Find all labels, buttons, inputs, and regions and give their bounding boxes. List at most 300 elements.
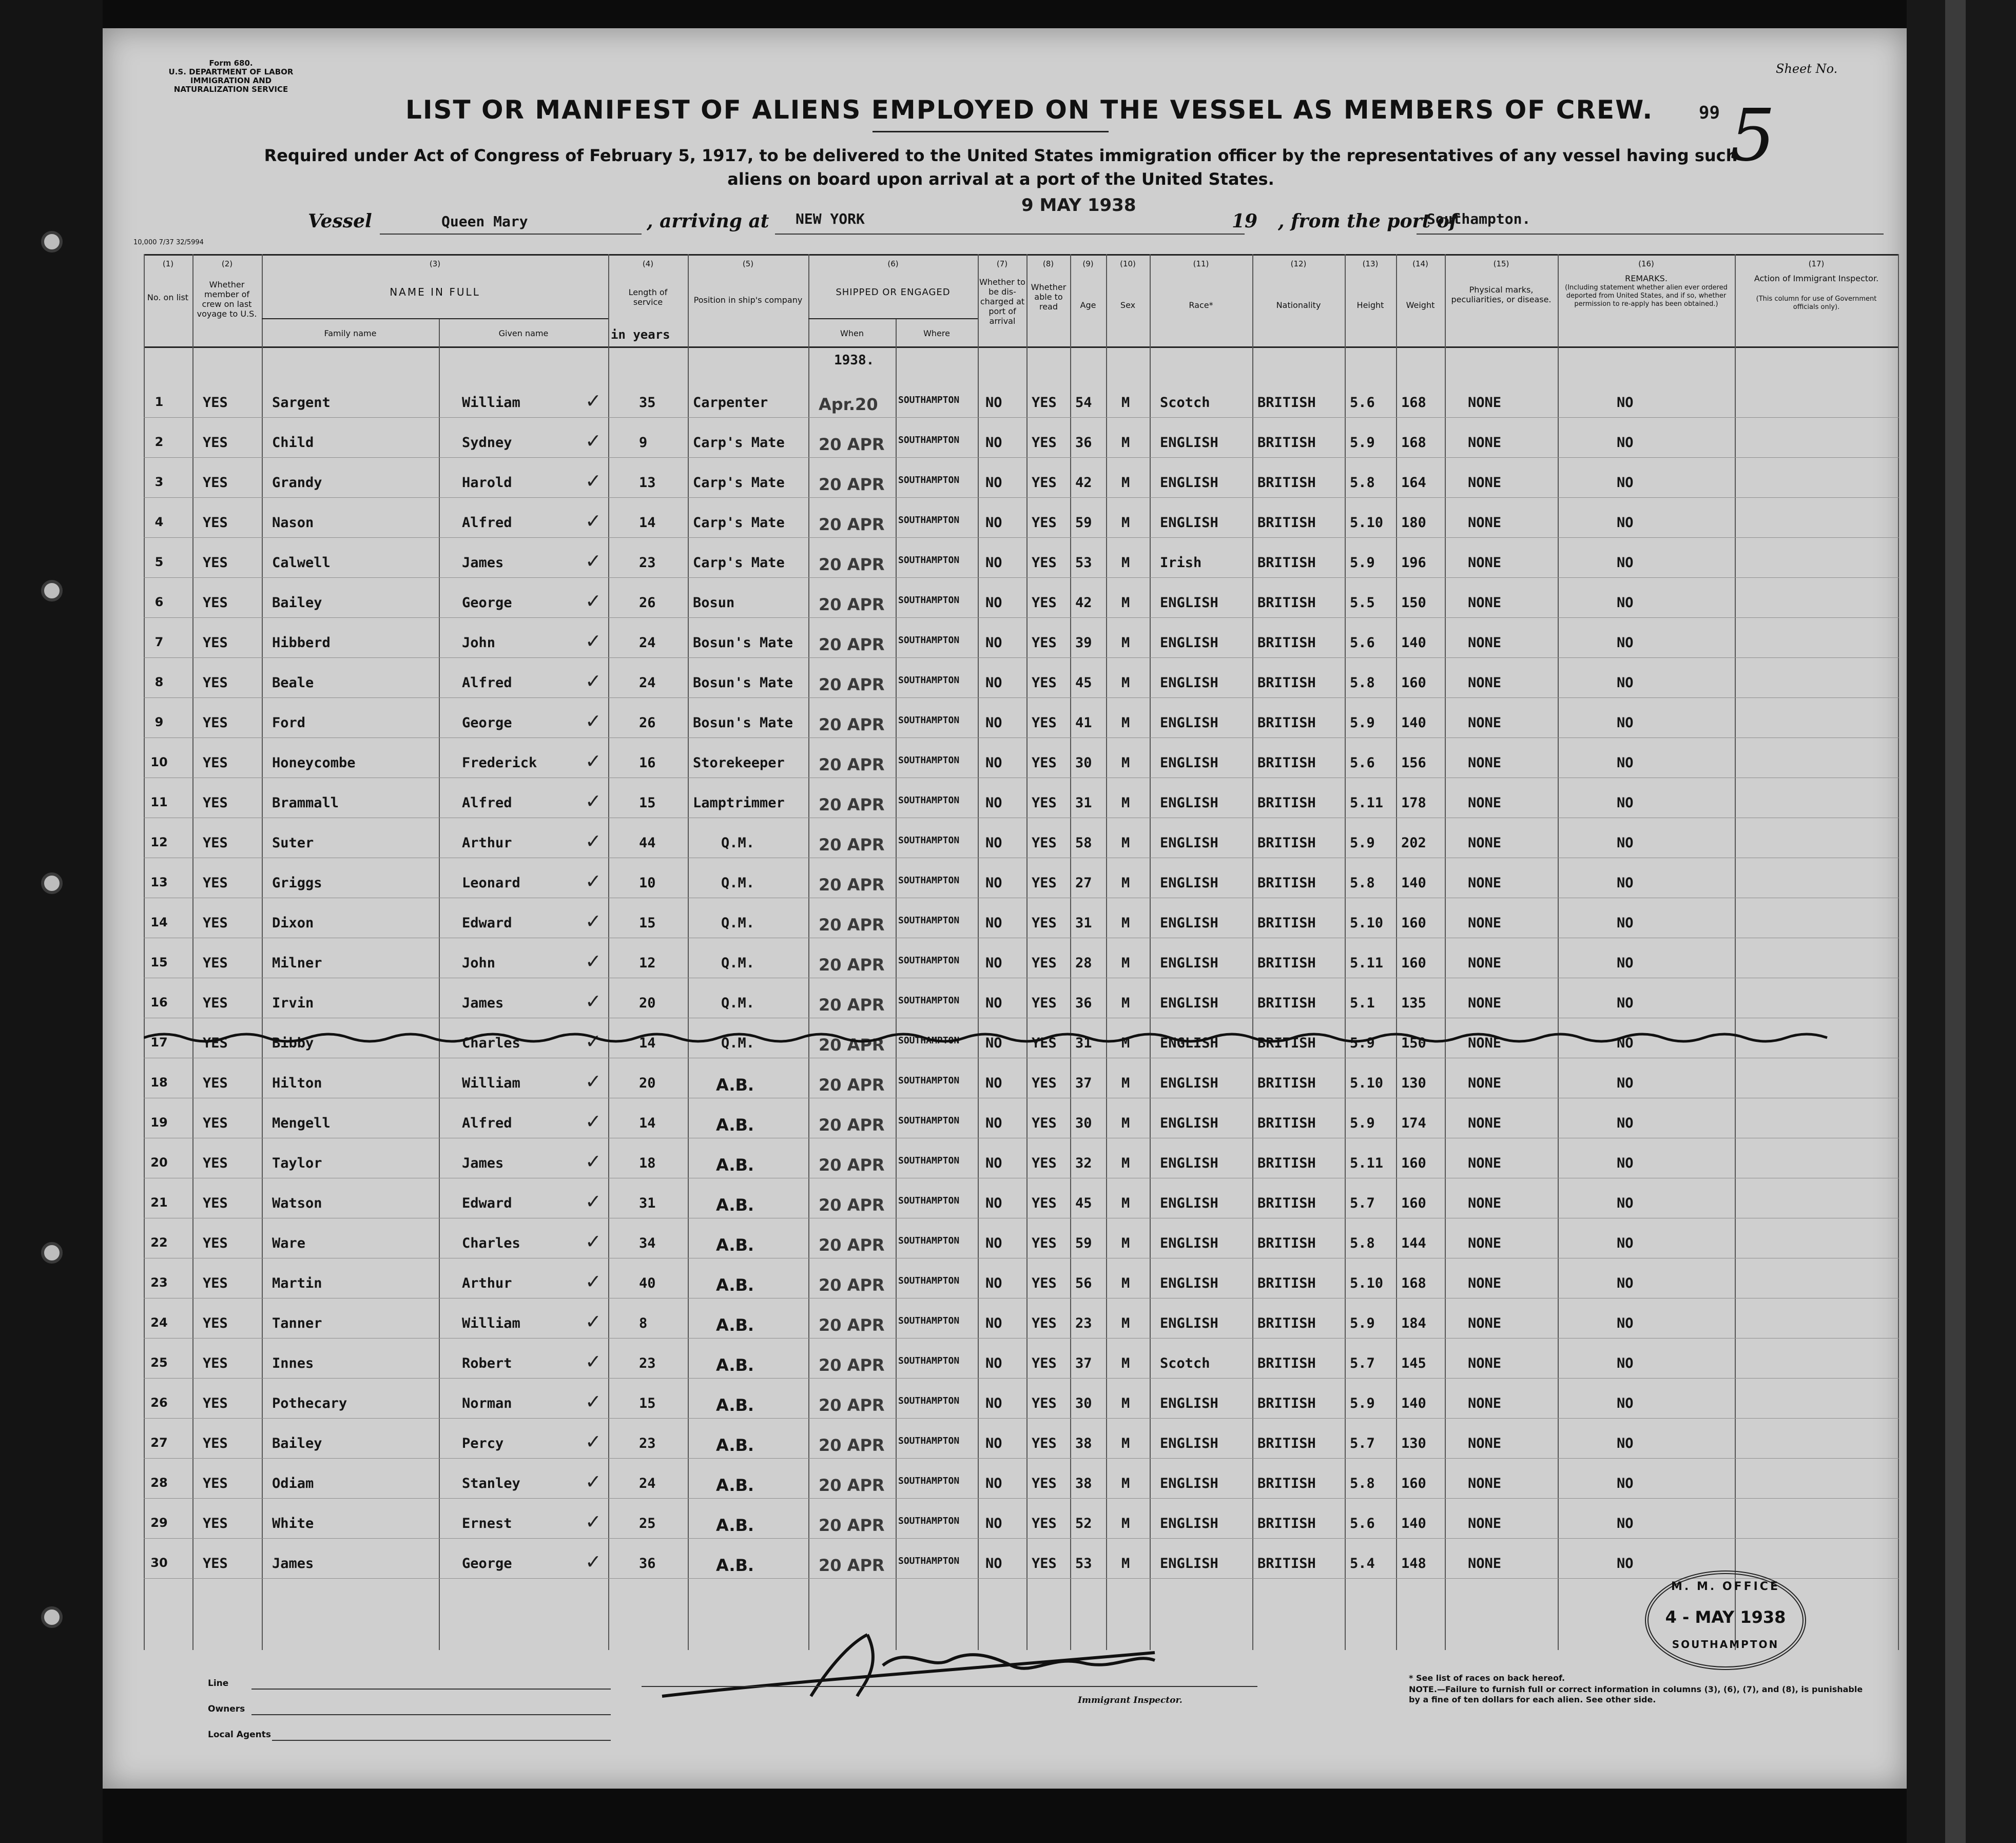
shipped-where-cell: SOUTHAMPTON [898,1395,960,1406]
discharged-cell: NO [985,875,1002,891]
discharged-cell: NO [985,1195,1002,1211]
able-to-read-cell: YES [1032,1075,1057,1091]
weight-cell: 145 [1401,1355,1426,1371]
row-number: 26 [150,1395,168,1410]
arriving-label: , arriving at [647,210,769,232]
race-cell: ENGLISH [1160,1556,1218,1572]
discharged-cell: NO [985,1315,1002,1331]
film-border-left [0,0,103,1843]
given-name-cell: John [462,635,496,651]
race-cell: ENGLISH [1160,1516,1218,1531]
race-cell: ENGLISH [1160,475,1218,491]
sheet-number-label: Sheet No. [1776,62,1838,76]
remarks-cell: NO [1617,1195,1634,1211]
member-last-voyage-cell: YES [203,555,228,571]
discharged-cell: NO [985,1355,1002,1371]
age-cell: 38 [1075,1435,1092,1451]
able-to-read-cell: YES [1032,395,1057,411]
discharged-cell: NO [985,1115,1002,1131]
check-mark-icon: ✓ [585,1230,602,1253]
row-number: 13 [150,875,168,889]
race-cell: ENGLISH [1160,1395,1218,1411]
sex-cell: M [1121,955,1130,971]
physical-marks-cell: NONE [1468,1435,1502,1451]
able-to-read-cell: YES [1032,1435,1057,1451]
given-name-cell: Sydney [462,435,512,451]
discharged-cell: NO [985,435,1002,451]
remarks-cell: NO [1617,555,1634,571]
physical-marks-cell: NONE [1468,835,1502,851]
member-last-voyage-cell: YES [203,1395,228,1411]
shipped-when-cell: 20 APR [819,475,885,494]
stamp-top-text: M. M. OFFICE [1671,1580,1780,1593]
column-number: (6) [887,259,899,268]
length-of-service-cell: 34 [639,1235,656,1251]
check-mark-icon: ✓ [585,750,602,772]
nationality-cell: BRITISH [1257,955,1316,971]
race-cell: ENGLISH [1160,715,1218,731]
subtitle-line-2: aliens on board upon arrival at a port of the United States. [727,169,1274,189]
film-edge-right [1945,0,1966,1843]
shipped-where-cell: SOUTHAMPTON [898,1195,960,1206]
row-number: 19 [150,1115,168,1130]
race-cell: ENGLISH [1160,795,1218,811]
physical-marks-cell: NONE [1468,1155,1502,1171]
member-last-voyage-cell: YES [203,1195,228,1211]
family-name-cell: Hibberd [272,635,331,651]
shipped-when-cell: 20 APR [819,1556,885,1575]
weight-cell: 180 [1401,515,1426,531]
given-name-cell: Ernest [462,1516,512,1531]
shipped-when-cell: 20 APR [819,995,885,1015]
physical-marks-cell: NONE [1468,1355,1502,1371]
column-number: (13) [1362,259,1379,268]
header-remarks-note: (Including statement whether alien ever ordered deported from United States, and if so, whether permission to re-apply has been obtained.) [1565,284,1728,308]
discharged-cell: NO [985,1275,1002,1291]
row-rule [144,1458,1899,1459]
nationality-cell: BRITISH [1257,635,1316,651]
sex-cell: M [1121,795,1130,811]
family-name-cell: Grandy [272,475,322,491]
nationality-cell: BRITISH [1257,755,1316,771]
row-number: 20 [150,1155,168,1170]
family-name-cell: Sargent [272,395,331,411]
shipped-when-cell: 20 APR [819,1516,885,1535]
member-last-voyage-cell: YES [203,395,228,411]
local-agents-underline [272,1740,611,1741]
check-mark-icon: ✓ [585,1030,602,1053]
family-name-cell: Bailey [272,595,322,611]
given-name-cell: Stanley [462,1476,520,1491]
header-member-last-voyage: Whether member of crew on last voyage to U.S. [197,280,257,319]
weight-cell: 150 [1401,595,1426,611]
remarks-cell: NO [1617,595,1634,611]
height-cell: 5.7 [1350,1195,1375,1211]
position-cell: Q.M. [721,915,755,931]
check-mark-icon: ✓ [585,1350,602,1373]
physical-marks-cell: NONE [1468,995,1502,1011]
given-name-cell: John [462,955,496,971]
header-physical-marks: Physical marks, peculiarities, or disease. [1451,285,1552,304]
column-number: (9) [1082,259,1094,268]
row-number: 27 [150,1435,168,1450]
shipped-where-cell: SOUTHAMPTON [898,435,960,445]
weight-cell: 160 [1401,1155,1426,1171]
header-family-name: Family name [324,328,377,338]
race-cell: ENGLISH [1160,435,1218,451]
department-name: U.S. DEPARTMENT OF LABOR [168,67,294,76]
column-number: (14) [1412,259,1428,268]
length-of-service-cell: 8 [639,1315,648,1331]
check-mark-icon: ✓ [585,1110,602,1133]
height-cell: 5.11 [1350,955,1384,971]
inspector-label: Immigrant Inspector. [1078,1695,1183,1705]
column-number: (17) [1808,259,1825,268]
column-number: (2) [221,259,233,268]
from-port-value: Southampton. [1427,210,1531,227]
discharged-cell: NO [985,675,1002,691]
row-number: 12 [150,835,168,849]
weight-cell: 168 [1401,435,1426,451]
row-number: 18 [150,1075,168,1090]
sex-cell: M [1121,835,1130,851]
age-cell: 56 [1075,1275,1092,1291]
physical-marks-cell: NONE [1468,675,1502,691]
race-cell: ENGLISH [1160,835,1218,851]
age-cell: 36 [1075,995,1092,1011]
given-name-cell: William [462,1075,520,1091]
physical-marks-cell: NONE [1468,875,1502,891]
nationality-cell: BRITISH [1257,1435,1316,1451]
row-number: 16 [150,995,168,1010]
position-cell: A.B. [716,1075,754,1095]
shipped-when-cell: 20 APR [819,675,885,694]
line-label: Line [208,1678,229,1689]
nationality-cell: BRITISH [1257,915,1316,931]
sex-cell: M [1121,1355,1130,1371]
sex-cell: M [1121,755,1130,771]
remarks-cell: NO [1617,915,1634,931]
length-of-service-cell: 24 [639,675,656,691]
physical-marks-cell: NONE [1468,1075,1502,1091]
shipped-where-cell: SOUTHAMPTON [898,995,960,1006]
header-race: Race* [1189,300,1213,310]
able-to-read-cell: YES [1032,1395,1057,1411]
age-cell: 27 [1075,875,1092,891]
row-number: 8 [154,675,164,689]
physical-marks-cell: NONE [1468,715,1502,731]
nationality-cell: BRITISH [1257,875,1316,891]
header-when: When [840,328,864,338]
date-stamp: 9 MAY 1938 [1021,195,1136,216]
height-cell: 5.7 [1350,1355,1375,1371]
shipped-where-cell: SOUTHAMPTON [898,1275,960,1286]
shipped-when-cell: 20 APR [819,875,885,895]
remarks-cell: NO [1617,635,1634,651]
age-cell: 54 [1075,395,1092,411]
shipped-when-cell: 20 APR [819,1195,885,1215]
family-name-cell: Bibby [272,1035,314,1051]
weight-cell: 140 [1401,875,1426,891]
check-mark-icon: ✓ [585,1150,602,1173]
discharged-cell: NO [985,395,1002,411]
check-mark-icon: ✓ [585,910,602,933]
row-rule [144,1378,1899,1379]
age-cell: 59 [1075,1235,1092,1251]
header-sex: Sex [1120,300,1136,310]
nationality-cell: BRITISH [1257,555,1316,571]
weight-cell: 156 [1401,755,1426,771]
height-cell: 5.8 [1350,1235,1375,1251]
race-cell: ENGLISH [1160,1315,1218,1331]
member-last-voyage-cell: YES [203,515,228,531]
remarks-cell: NO [1617,1235,1634,1251]
row-rule [144,1418,1899,1419]
shipped-when-cell: 20 APR [819,1115,885,1135]
length-of-service-cell: 9 [639,435,648,451]
shipped-when-cell: 20 APR [819,555,885,574]
given-name-cell: Charles [462,1035,520,1051]
member-last-voyage-cell: YES [203,1556,228,1572]
row-rule [144,417,1899,418]
header-height: Height [1356,300,1384,310]
header-shipped-engaged: SHIPPED OR ENGAGED [836,287,951,298]
row-number: 3 [154,475,164,489]
position-cell: A.B. [716,1516,754,1535]
shipped-where-cell: SOUTHAMPTON [898,795,960,806]
physical-marks-cell: NONE [1468,915,1502,931]
weight-cell: 140 [1401,1395,1426,1411]
shipped-when-cell: 20 APR [819,515,885,534]
given-name-cell: William [462,395,520,411]
check-mark-icon: ✓ [585,670,602,692]
position-cell: Bosun [693,595,735,611]
height-cell: 5.8 [1350,1476,1375,1491]
shipped-when-cell: 20 APR [819,1435,885,1455]
physical-marks-cell: NONE [1468,1195,1502,1211]
check-mark-icon: ✓ [585,1550,602,1573]
row-number: 15 [150,955,168,969]
member-last-voyage-cell: YES [203,1476,228,1491]
given-name-cell: Alfred [462,1115,512,1131]
discharged-cell: NO [985,1075,1002,1091]
able-to-read-cell: YES [1032,1115,1057,1131]
race-cell: ENGLISH [1160,915,1218,931]
position-cell: Carp's Mate [693,435,785,451]
nationality-cell: BRITISH [1257,395,1316,411]
row-rule [144,1538,1899,1539]
weight-cell: 148 [1401,1556,1426,1572]
race-cell: ENGLISH [1160,595,1218,611]
nationality-cell: BRITISH [1257,1275,1316,1291]
row-number: 21 [150,1195,168,1210]
member-last-voyage-cell: YES [203,1075,228,1091]
races-note: * See list of races on back hereof. [1409,1673,1565,1683]
sex-cell: M [1121,1435,1130,1451]
shipped-when-cell: 20 APR [819,1035,885,1055]
height-cell: 5.6 [1350,635,1375,651]
age-cell: 30 [1075,755,1092,771]
remarks-cell: NO [1617,1516,1634,1531]
position-cell: Lamptrimmer [693,795,785,811]
able-to-read-cell: YES [1032,715,1057,731]
shipped-when-cell: 20 APR [819,595,885,614]
check-mark-icon: ✓ [585,1270,602,1293]
sex-cell: M [1121,1556,1130,1572]
family-name-cell: Milner [272,955,322,971]
family-name-cell: Honeycombe [272,755,356,771]
remarks-cell: NO [1617,675,1634,691]
length-of-service-cell: 13 [639,475,656,491]
vessel-label: Vessel [308,210,372,232]
column-number: (15) [1493,259,1509,268]
able-to-read-cell: YES [1032,515,1057,531]
weight-cell: 130 [1401,1075,1426,1091]
nationality-cell: BRITISH [1257,515,1316,531]
height-cell: 5.9 [1350,835,1375,851]
weight-cell: 140 [1401,635,1426,651]
given-name-cell: Charles [462,1235,520,1251]
position-cell: Q.M. [721,835,755,851]
physical-marks-cell: NONE [1468,515,1502,531]
physical-marks-cell: NONE [1468,1556,1502,1572]
discharged-cell: NO [985,795,1002,811]
check-mark-icon: ✓ [585,870,602,893]
height-cell: 5.1 [1350,995,1375,1011]
able-to-read-cell: YES [1032,915,1057,931]
able-to-read-cell: YES [1032,1516,1057,1531]
family-name-cell: Irvin [272,995,314,1011]
able-to-read-cell: YES [1032,475,1057,491]
length-of-service-cell: 23 [639,1435,656,1451]
age-cell: 36 [1075,435,1092,451]
nationality-cell: BRITISH [1257,675,1316,691]
family-name-cell: Innes [272,1355,314,1371]
given-name-cell: James [462,555,504,571]
nationality-cell: BRITISH [1257,435,1316,451]
physical-marks-cell: NONE [1468,595,1502,611]
physical-marks-cell: NONE [1468,1516,1502,1531]
age-cell: 52 [1075,1516,1092,1531]
member-last-voyage-cell: YES [203,1315,228,1331]
print-code: 10,000 7/37 32/5994 [133,239,204,246]
position-cell: A.B. [716,1115,754,1135]
remarks-cell: NO [1617,1275,1634,1291]
height-cell: 5.4 [1350,1556,1375,1572]
discharged-cell: NO [985,1556,1002,1572]
length-of-service-cell: 26 [639,595,656,611]
sex-cell: M [1121,1075,1130,1091]
family-name-cell: Beale [272,675,314,691]
shipped-where-cell: SOUTHAMPTON [898,555,960,566]
shipped-when-cell: 20 APR [819,795,885,814]
physical-marks-cell: NONE [1468,1235,1502,1251]
member-last-voyage-cell: YES [203,595,228,611]
sex-cell: M [1121,395,1130,411]
physical-marks-cell: NONE [1468,435,1502,451]
remarks-cell: NO [1617,1435,1634,1451]
race-cell: Scotch [1160,1355,1210,1371]
header-discharged: Whether to be dis-charged at port of arrival [979,277,1025,326]
weight-cell: 160 [1401,1195,1426,1211]
member-last-voyage-cell: YES [203,955,228,971]
age-cell: 37 [1075,1075,1092,1091]
shipped-where-cell: SOUTHAMPTON [898,915,960,926]
given-name-cell: Norman [462,1395,512,1411]
check-mark-icon: ✓ [585,1430,602,1453]
header-action-note: (This column for use of Government officials only). [1756,295,1877,311]
office-stamp [1645,1570,1806,1670]
race-cell: ENGLISH [1160,1235,1218,1251]
height-cell: 5.8 [1350,675,1375,691]
member-last-voyage-cell: YES [203,635,228,651]
sex-cell: M [1121,1516,1130,1531]
shipped-where-cell: SOUTHAMPTON [898,595,960,606]
shipped-when-cell: 20 APR [819,715,885,734]
row-rule [144,617,1899,618]
height-cell: 5.8 [1350,875,1375,891]
length-of-service-cell: 18 [639,1155,656,1171]
remarks-cell: NO [1617,715,1634,731]
able-to-read-cell: YES [1032,1355,1057,1371]
member-last-voyage-cell: YES [203,1355,228,1371]
age-cell: 30 [1075,1395,1092,1411]
weight-cell: 135 [1401,995,1426,1011]
shipped-where-cell: SOUTHAMPTON [898,1516,960,1526]
discharged-cell: NO [985,955,1002,971]
discharged-cell: NO [985,755,1002,771]
remarks-cell: NO [1617,1155,1634,1171]
strike-through-row-17 [144,1026,1858,1047]
check-mark-icon: ✓ [585,470,602,492]
check-mark-icon: ✓ [585,630,602,652]
physical-marks-cell: NONE [1468,1315,1502,1331]
given-name-cell: Leonard [462,875,520,891]
weight-cell: 150 [1401,1035,1426,1051]
remarks-cell: NO [1617,995,1634,1011]
nationality-cell: BRITISH [1257,1035,1316,1051]
shipped-when-cell: 20 APR [819,1355,885,1375]
age-cell: 30 [1075,1115,1092,1131]
sex-cell: M [1121,595,1130,611]
race-cell: ENGLISH [1160,1035,1218,1051]
header-remarks: REMARKS. [1625,274,1668,283]
family-name-cell: Child [272,435,314,451]
height-cell: 5.10 [1350,515,1384,531]
length-of-service-cell: 23 [639,1355,656,1371]
length-of-service-cell: 14 [639,1035,656,1051]
length-of-service-cell: 15 [639,1395,656,1411]
sex-cell: M [1121,1115,1130,1131]
nationality-cell: BRITISH [1257,995,1316,1011]
sex-cell: M [1121,1275,1130,1291]
physical-marks-cell: NONE [1468,555,1502,571]
member-last-voyage-cell: YES [203,675,228,691]
member-last-voyage-cell: YES [203,1155,228,1171]
nationality-cell: BRITISH [1257,1315,1316,1331]
member-last-voyage-cell: YES [203,915,228,931]
given-name-cell: Frederick [462,755,537,771]
binder-hole-icon [41,1606,63,1628]
shipped-when-cell: 20 APR [819,1395,885,1415]
physical-marks-cell: NONE [1468,475,1502,491]
shipped-where-cell: SOUTHAMPTON [898,515,960,526]
height-cell: 5.6 [1350,1516,1375,1531]
discharged-cell: NO [985,1516,1002,1531]
length-of-service-cell: 35 [639,395,656,411]
row-number: 4 [154,515,164,529]
able-to-read-cell: YES [1032,1315,1057,1331]
